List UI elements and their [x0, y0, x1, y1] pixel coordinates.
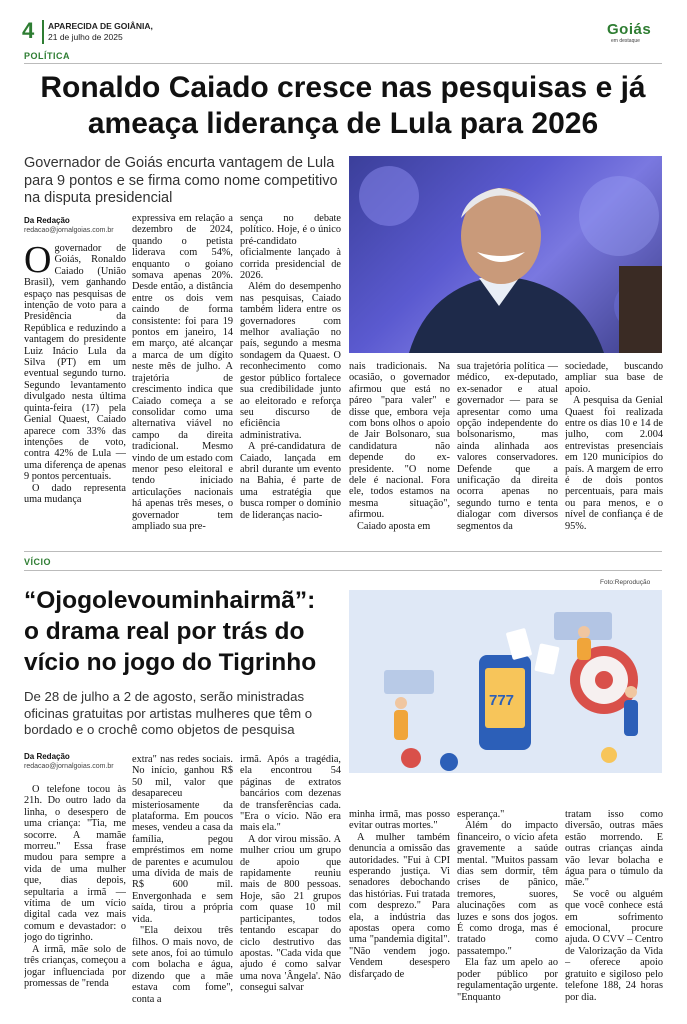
byline-email: redacao@jornalgoias.com.br [24, 763, 114, 770]
paragraph: Se você ou alguém que você conhece está em sofrimento emocional, procure ajuda. O CVV – Centro de Valorização da Vida – oferece apoio gratuito e sigiloso pelo telefone 188, 24 horas por dia. [565, 888, 663, 1003]
headline-line: ameaça liderança de Lula para 2026 [87, 107, 599, 140]
paragraph: A pré-candidatura de Caiado, lançada em abril durante um evento na Bahia, é parte de uma estratégia que busca romper o domínio de lideranças nacio- [240, 441, 341, 521]
article2-column-6 [565, 809, 663, 1020]
paragraph: nais tradicionais. Na ocasião, o governador afirmou que está no páreo "para valer" e disse que, embora veja com bons olhos o apoio de Jair Bolsonaro, sua candidatura não depende do ex-presidente. "O nome dele é nacional. Fora ele, todos estamos na mesma situação", afirmou. [349, 361, 450, 521]
page-number: 4 [22, 18, 35, 43]
article2-column-2 [132, 754, 233, 1020]
byline-name: Da Redação [24, 752, 70, 761]
paragraph: O dado representa uma mudança [24, 482, 126, 505]
logo-title: Goiás [607, 21, 652, 38]
photo-ronaldo-caiado [349, 156, 662, 353]
article1-column-3 [240, 213, 341, 535]
article1-column-5 [457, 361, 558, 535]
dropcap: O [24, 243, 52, 281]
photo-credit: Foto:Reprodução [600, 579, 651, 586]
page-header [0, 0, 687, 58]
byline-email: redacao@jornalgoias.com.br [24, 227, 114, 234]
section-rule [24, 570, 662, 571]
headline-article2 [24, 585, 340, 678]
article2-column-5 [457, 809, 558, 1020]
header-divider [42, 20, 44, 44]
paragraph: sociedade, buscando ampliar sua base de apoio. [565, 361, 663, 395]
standfirst-article1: Governador de Goiás encurta vantagem de Lula para 9 pontos e se firma como nome competitivo na disputa presidencial [24, 155, 338, 206]
article1-column-1 [24, 243, 126, 533]
byline-name: Da Redação [24, 216, 70, 225]
dateline-date: 21 de julho de 2025 [48, 32, 123, 42]
illustration-gambling [349, 590, 662, 773]
paragraph: Além do desempenho nas pesquisas, Caiado também lidera entre os governadores com melhor avaliação no país, segundo a mesma sondagem da Quaest. O reconhecimento como gestor público fortalece sua credibilidade junto ao eleitorado e reforça seu discurso de eficiência administrativa. [240, 281, 341, 441]
paragraph: Ela faz um apelo ao poder público por regulamentação urgente. "Enquanto [457, 957, 558, 1003]
article2-column-1 [24, 784, 126, 1020]
section-label-politics: POLÍTICA [24, 51, 70, 61]
paragraph: sua trajetória política — médico, ex-deputado, ex-senador e atual governador — para se apresentar como uma opção independente do bolsonarismo, mas ainda alinhada aos valores conservadores. Defende que a unificação da direita ocorra apenas no segundo turno e tenta dialogar com diversos segmentos da [457, 361, 558, 532]
dateline-city: APARECIDA DE GOIÂNIA, [48, 21, 153, 31]
headline-line: vício no jogo do Tigrinho [24, 649, 317, 676]
paragraph: esperança." [457, 809, 505, 820]
article1-column-4 [349, 361, 450, 535]
paragraph: irmã. Após a tragédia, ela encontrou 54 páginas de extratos bancários com dezenas de transferências cada. "Era o vício. Não era mais ela." [240, 754, 341, 834]
byline-article1 [24, 216, 144, 234]
byline-article2 [24, 752, 144, 770]
article2-column-3 [240, 754, 341, 1020]
paragraph [24, 243, 126, 483]
paragraph: A irmã, mãe solo de três crianças, começou a jogar influenciada por promessas de "renda [24, 943, 126, 989]
headline-article1 [20, 70, 666, 142]
paragraph: O telefone tocou às 21h. Do outro lado da linha, o desespero de uma criança: "Tia, me socorre. A mamãe morreu." Essa frase mudou para sempre a vida de uma mulher que, dias depois, sepultaria a irmã — vítima de um vício digital cada vez mais comum e devastador: o jogo do tigrinho. [24, 784, 126, 944]
headline-line: Ronaldo Caiado cresce nas pesquisas e já [40, 71, 646, 104]
article1-column-6 [565, 361, 663, 535]
portrait-illustration [349, 156, 662, 353]
section-divider [24, 551, 662, 552]
logo-subtitle: em destaque [611, 38, 640, 44]
paragraph: A mulher também denuncia a omissão das autoridades. "Fui à CPI esperando justiça. Vi senadores debochando das histórias. Fui tratada com desprezo." Para ela, a indústria das apostas opera como uma "pandemia digital". "Não vendem jogo. Vendem desespero disfarçado de [349, 831, 450, 980]
paragraph: Além do impacto financeiro, o vício afeta gravemente a saúde mental. "Muitos passam dias sem dormir, têm crises de pânico, tremores, suores, alucinações com as luzes e sons dos jogos. É como droga, mas é tratado como passatempo." [457, 820, 558, 957]
standfirst-article2: De 28 de julho a 2 de agosto, serão ministradas oficinas gratuitas por artistas mulheres que têm o bordado e o crochê como objetos de pesquisa [24, 689, 313, 737]
paragraph: expressiva em relação a dezembro de 2024, quando o petista liderava com 54%, enquanto o goiano somava apenas 20%. Desde então, a distância entre os dois vem caindo de forma consistente: foi para 19 pontos em janeiro, 14 em março, até alcançar a marca de um dígito neste mês de julho. A trajetória de crescimento indica que Caiado começa a se consolidar como uma alternativa viável no campo da direita tradicional. Mesmo vindo de um estado com menor peso eleitoral e tendo iniciado articulações nacionais há apenas três meses, o governador tem ampliado sua pre- [132, 213, 233, 532]
paragraph: tratam isso como diversão, outras mães estão morrendo. E outras crianças ainda vão levar bolacha e água para o túmulo da mãe." [565, 809, 663, 889]
gambling-illustration [349, 590, 662, 773]
paragraph: A pesquisa da Genial Quaest foi realizada entre os dias 10 e 14 de julho, com 2.004 entrevistas presenciais em 120 municípios do país. A margem de erro é de dois pontos percentuais, para mais ou para menos, e o nível de confiança é de 95%. [565, 395, 663, 532]
section-rule [24, 63, 662, 64]
paragraph: "Ela deixou três filhos. O mais novo, de sete anos, foi ao túmulo com bolacha e água, dizendo que a mãe estava com fome", conta a [132, 925, 233, 1005]
paragraph: sença no debate político. Hoje, é o único pré-candidato oficialmente lançado à corrida presidencial de 2026. [240, 213, 341, 282]
paragraph-text: governador de Goiás, Ronaldo Caiado (União Brasil), vem ganhando espaço nas pesquisas de intenção de voto para a Presidência da República e reduzindo a vantagem do presidente Luiz Inácio Lula da Silva (PT) em um eventual segundo turno. Segundo levantamento divulgado nesta última quinta-feira (17) pela Genial Quaest, Caiado aparece com 33% das intenções de voto, contra 42% de Lula — uma diferença de apenas 9 pontos percentuais. [24, 243, 126, 483]
newspaper-logo [607, 22, 665, 48]
dateline [48, 21, 153, 43]
svg-text:777: 777 [489, 692, 515, 709]
article2-column-4 [349, 809, 450, 1020]
paragraph: Caiado aposta em [357, 520, 431, 532]
headline-line: o drama real por trás do [24, 618, 305, 645]
paragraph: extra" nas redes sociais. No início, ganhou R$ 50 mil, valor que desapareceu misteriosamente da plataforma. Em poucos meses, vendeu a casa da família, pegou empréstimos em nome de parentes e acumulou uma dívida de mais de R$ 600 mil. Envergonhada e sem saída, tirou a própria vida. [132, 754, 233, 925]
section-label-addiction: VÍCIO [24, 557, 52, 567]
headline-line: “Ojogolevouminhairmã”: [24, 587, 316, 614]
paragraph: minha irmã, mas posso evitar outras mortes." [349, 809, 450, 832]
article1-column-2 [132, 213, 233, 535]
paragraph: A dor virou missão. A mulher criou um grupo de apoio que rapidamente reuniu mais de 800 pessoas. Hoje, são 21 grupos com quase 10 mil participantes, todos tentando escapar do ciclo destrutivo das apostas. "Cada vida que ajudo é como salvar uma nova 'Ângela'. Não consegui salvar [240, 833, 341, 994]
